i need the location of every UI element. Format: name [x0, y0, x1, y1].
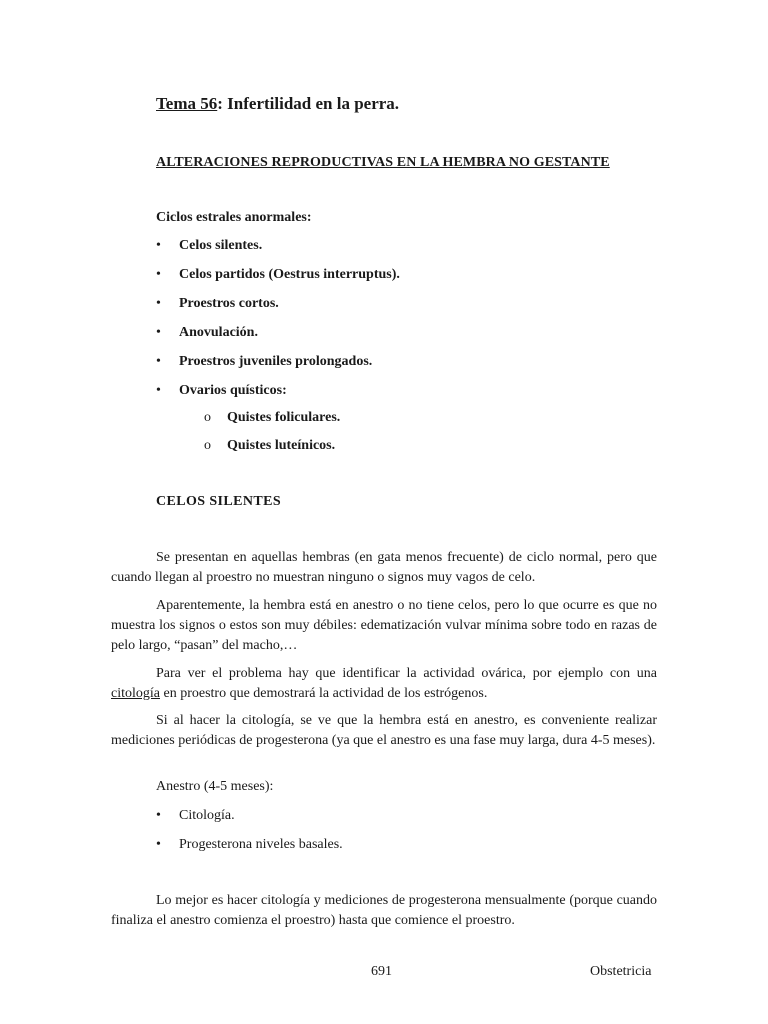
citologia-term: citología — [111, 686, 160, 701]
circle-bullet-icon: o — [204, 438, 211, 453]
cycle-list — [156, 236, 400, 410]
footer-book-name: Obstetricia — [590, 964, 652, 979]
page-title — [156, 94, 399, 114]
paragraph-5: Lo mejor es hacer citología y mediciones de progesterona mensualmente (porque cuando finaliza el anestro comienza el proestro) hasta que comience el proestro. — [111, 893, 657, 928]
section-heading-celos-silentes: CELOS SILENTES — [156, 494, 282, 509]
subheading-ciclos: Ciclos estrales anormales: — [156, 210, 312, 225]
list-item: • Celos silentes. — [156, 236, 400, 265]
paragraph-2: Aparentemente, la hembra está en anestro o no tiene celos, pero lo que ocurre es que no muestra los signos o estos son muy débiles: edematización vulvar mínima sobre todo en razas de pelo largo, “pasan” del macho,… — [111, 598, 657, 653]
sublist-item: o Quistes luteínicos. — [204, 436, 340, 464]
sublist-item: o Quistes foliculares. — [204, 408, 340, 436]
section-heading-alteraciones: ALTERACIONES REPRODUCTIVAS EN LA HEMBRA NO GESTANTE — [156, 155, 610, 170]
anestro-label: Anestro (4-5 meses): — [156, 779, 274, 794]
title-topic-number: Tema 56 — [156, 94, 218, 113]
bullet-icon: • — [156, 837, 161, 852]
bullet-icon: • — [156, 296, 161, 311]
list-item: • Ovarios quísticos: — [156, 381, 400, 410]
cyst-sublist — [204, 408, 340, 464]
list-item: • Progesterona niveles basales. — [156, 835, 343, 864]
bullet-icon: • — [156, 238, 161, 253]
bullet-icon: • — [156, 354, 161, 369]
bullet-icon: • — [156, 267, 161, 282]
page-number: 691 — [371, 964, 392, 979]
title-text: : Infertilidad en la perra. — [217, 94, 400, 113]
paragraph-3: Para ver el problema hay que identificar la actividad ovárica, por ejemplo con una citología en proestro que demostrará la actividad de los estrógenos. — [111, 666, 657, 701]
paragraph-4: Si al hacer la citología, se ve que la hembra está en anestro, es conveniente realizar mediciones periódicas de progesterona (ya que el anestro es una fase muy larga, dura 4-5 meses). — [111, 713, 657, 748]
list-item: • Proestros cortos. — [156, 294, 400, 323]
bullet-icon: • — [156, 325, 161, 340]
list-item: • Anovulación. — [156, 323, 400, 352]
paragraph-1: Se presentan en aquellas hembras (en gata menos frecuente) de ciclo normal, pero que cuando llegan al proestro no muestran ninguno o signos muy vagos de celo. — [111, 550, 657, 585]
bullet-icon: • — [156, 383, 161, 398]
circle-bullet-icon: o — [204, 410, 211, 425]
list-item: • Citología. — [156, 806, 343, 835]
bullet-icon: • — [156, 808, 161, 823]
list-item: • Proestros juveniles prolongados. — [156, 352, 400, 381]
anestro-list — [156, 806, 343, 864]
list-item: • Celos partidos (Oestrus interruptus). — [156, 265, 400, 294]
